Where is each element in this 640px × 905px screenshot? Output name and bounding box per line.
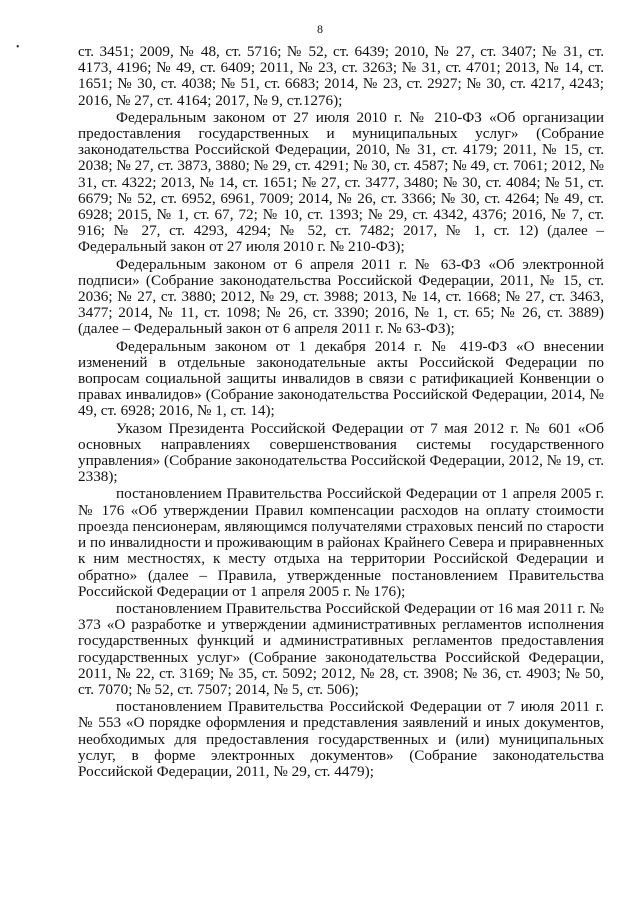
paragraph-continuation: ст. 3451; 2009, № 48, ст. 5716; № 52, ст. 6439; 2010, № 27, ст. 3407; № 31, ст. 4173, 4196; № 49, ст. 6409; 2011, № 23, ст. 3263; № 31, ст. 4701; 2013, № 14, ст. 1651; № 30, ст. 4038; № 51, ст. 6683; 2014, № 23, ст. 2927; № 30, ст. 4217, 4243; 2016, № 27, ст. 4164; 2017, № 9, ст.1276); xyxy=(78,43,604,109)
paragraph-resolution-553: постановлением Правительства Российской Федерации от 7 июля 2011 г. № 553 «О порядке оформления и представления заявлений и иных документов, необходимых для предоставления государственных и (или) муниципальных услуг, в форме электронных документов» (Собрание законодательства Российской Федерации, 2011, № 29, ст. 4479); xyxy=(78,698,604,780)
paragraph-resolution-373: постановлением Правительства Российской Федерации от 16 мая 2011 г. № 373 «О разработке и утверждении административных регламентов исполнения государственных функций и административных регламентов предоставления государственных услуг» (Собрание законодательства Российской Федерации, 2011, № 22, ст. 3169; № 35, ст. 5092; 2012, № 28, ст. 3908; № 36, ст. 4903; № 50, ст. 7070; № 52, ст. 7507; 2014, № 5, ст. 506); xyxy=(78,599,604,698)
paragraph-decree-601: Указом Президента Российской Федерации от 7 мая 2012 г. № 601 «Об основных направлениях совершенствования системы государственного управления» (Собрание законодательства Российской Федерации, 2012, № 19, ст. 2338); xyxy=(78,419,604,486)
margin-mark: • xyxy=(16,42,20,53)
paragraph-law-419: Федеральным законом от 1 декабря 2014 г. № 419-ФЗ «О внесении изменений в отдельные законодательные акты Российской Федерации по вопросам социальной защиты инвалидов в связи с ратификацией Конвенции о правах инвалидов» (Собрание законодательства Российской Федерации, 2014, № 49, ст. 6928; 2016, № 1, ст. 14); xyxy=(78,337,604,420)
paragraph-resolution-176: постановлением Правительства Российской Федерации от 1 апреля 2005 г. № 176 «Об утверждении Правил компенсации расходов на оплату стоимости проезда пенсионерам, являющимся получателями страховых пенсий по старости и по инвалидности и проживающим в районах Крайнего Севера и приравненных к ним местностях, к месту отдыха на территории Российской Федерации и обратно» (далее – Правила, утвержденные постановлением Правительства Российской Федерации от 1 апреля 2005 г. № 176); xyxy=(78,485,604,600)
paragraph-law-63: Федеральным законом от 6 апреля 2011 г. № 63-ФЗ «Об электронной подписи» (Собрание законодательства Российской Федерации, 2011, № 15, ст. 2036; № 27, ст. 3880; 2012, № 29, ст. 3988; 2013, № 14, ст. 1668; № 27, ст. 3463, 3477; 2014, № 11, ст. 1098; № 26, ст. 3390; 2016, № 1, ст. 65; № 26, ст. 3889) (далее – Федеральный закон от 6 апреля 2011 г. № 63-ФЗ); xyxy=(78,255,604,338)
page-number: 8 xyxy=(317,22,323,36)
document-body xyxy=(78,44,604,781)
paragraph-law-210: Федеральным законом от 27 июля 2010 г. № 210-ФЗ «Об организации предоставления государственных и муниципальных услуг» (Собрание законодательства Российской Федерации, 2010, № 31, ст. 4179; 2011, № 15, ст. 2038; № 27, ст. 3873, 3880; № 29, ст. 4291; № 30, ст. 4587; № 49, ст. 7061; 2012, № 31, ст. 4322; 2013, № 14, ст. 1651; № 27, ст. 3477, 3480; № 30, ст. 4084; № 51, ст. 6679; № 52, ст. 6952, 6961, 7009; 2014, № 26, ст. 3366; № 30, ст. 4264; № 49, ст. 6928; 2015, № 1, ст. 67, 72; № 10, ст. 1393; № 29, ст. 4342, 4376; 2016, № 7, ст. 916; № 27, ст. 4293, 4294; № 52, ст. 7482; 2017, № 1, ст. 12) (далее – Федеральный закон от 27 июля 2010 г. № 210-ФЗ); xyxy=(78,108,604,256)
